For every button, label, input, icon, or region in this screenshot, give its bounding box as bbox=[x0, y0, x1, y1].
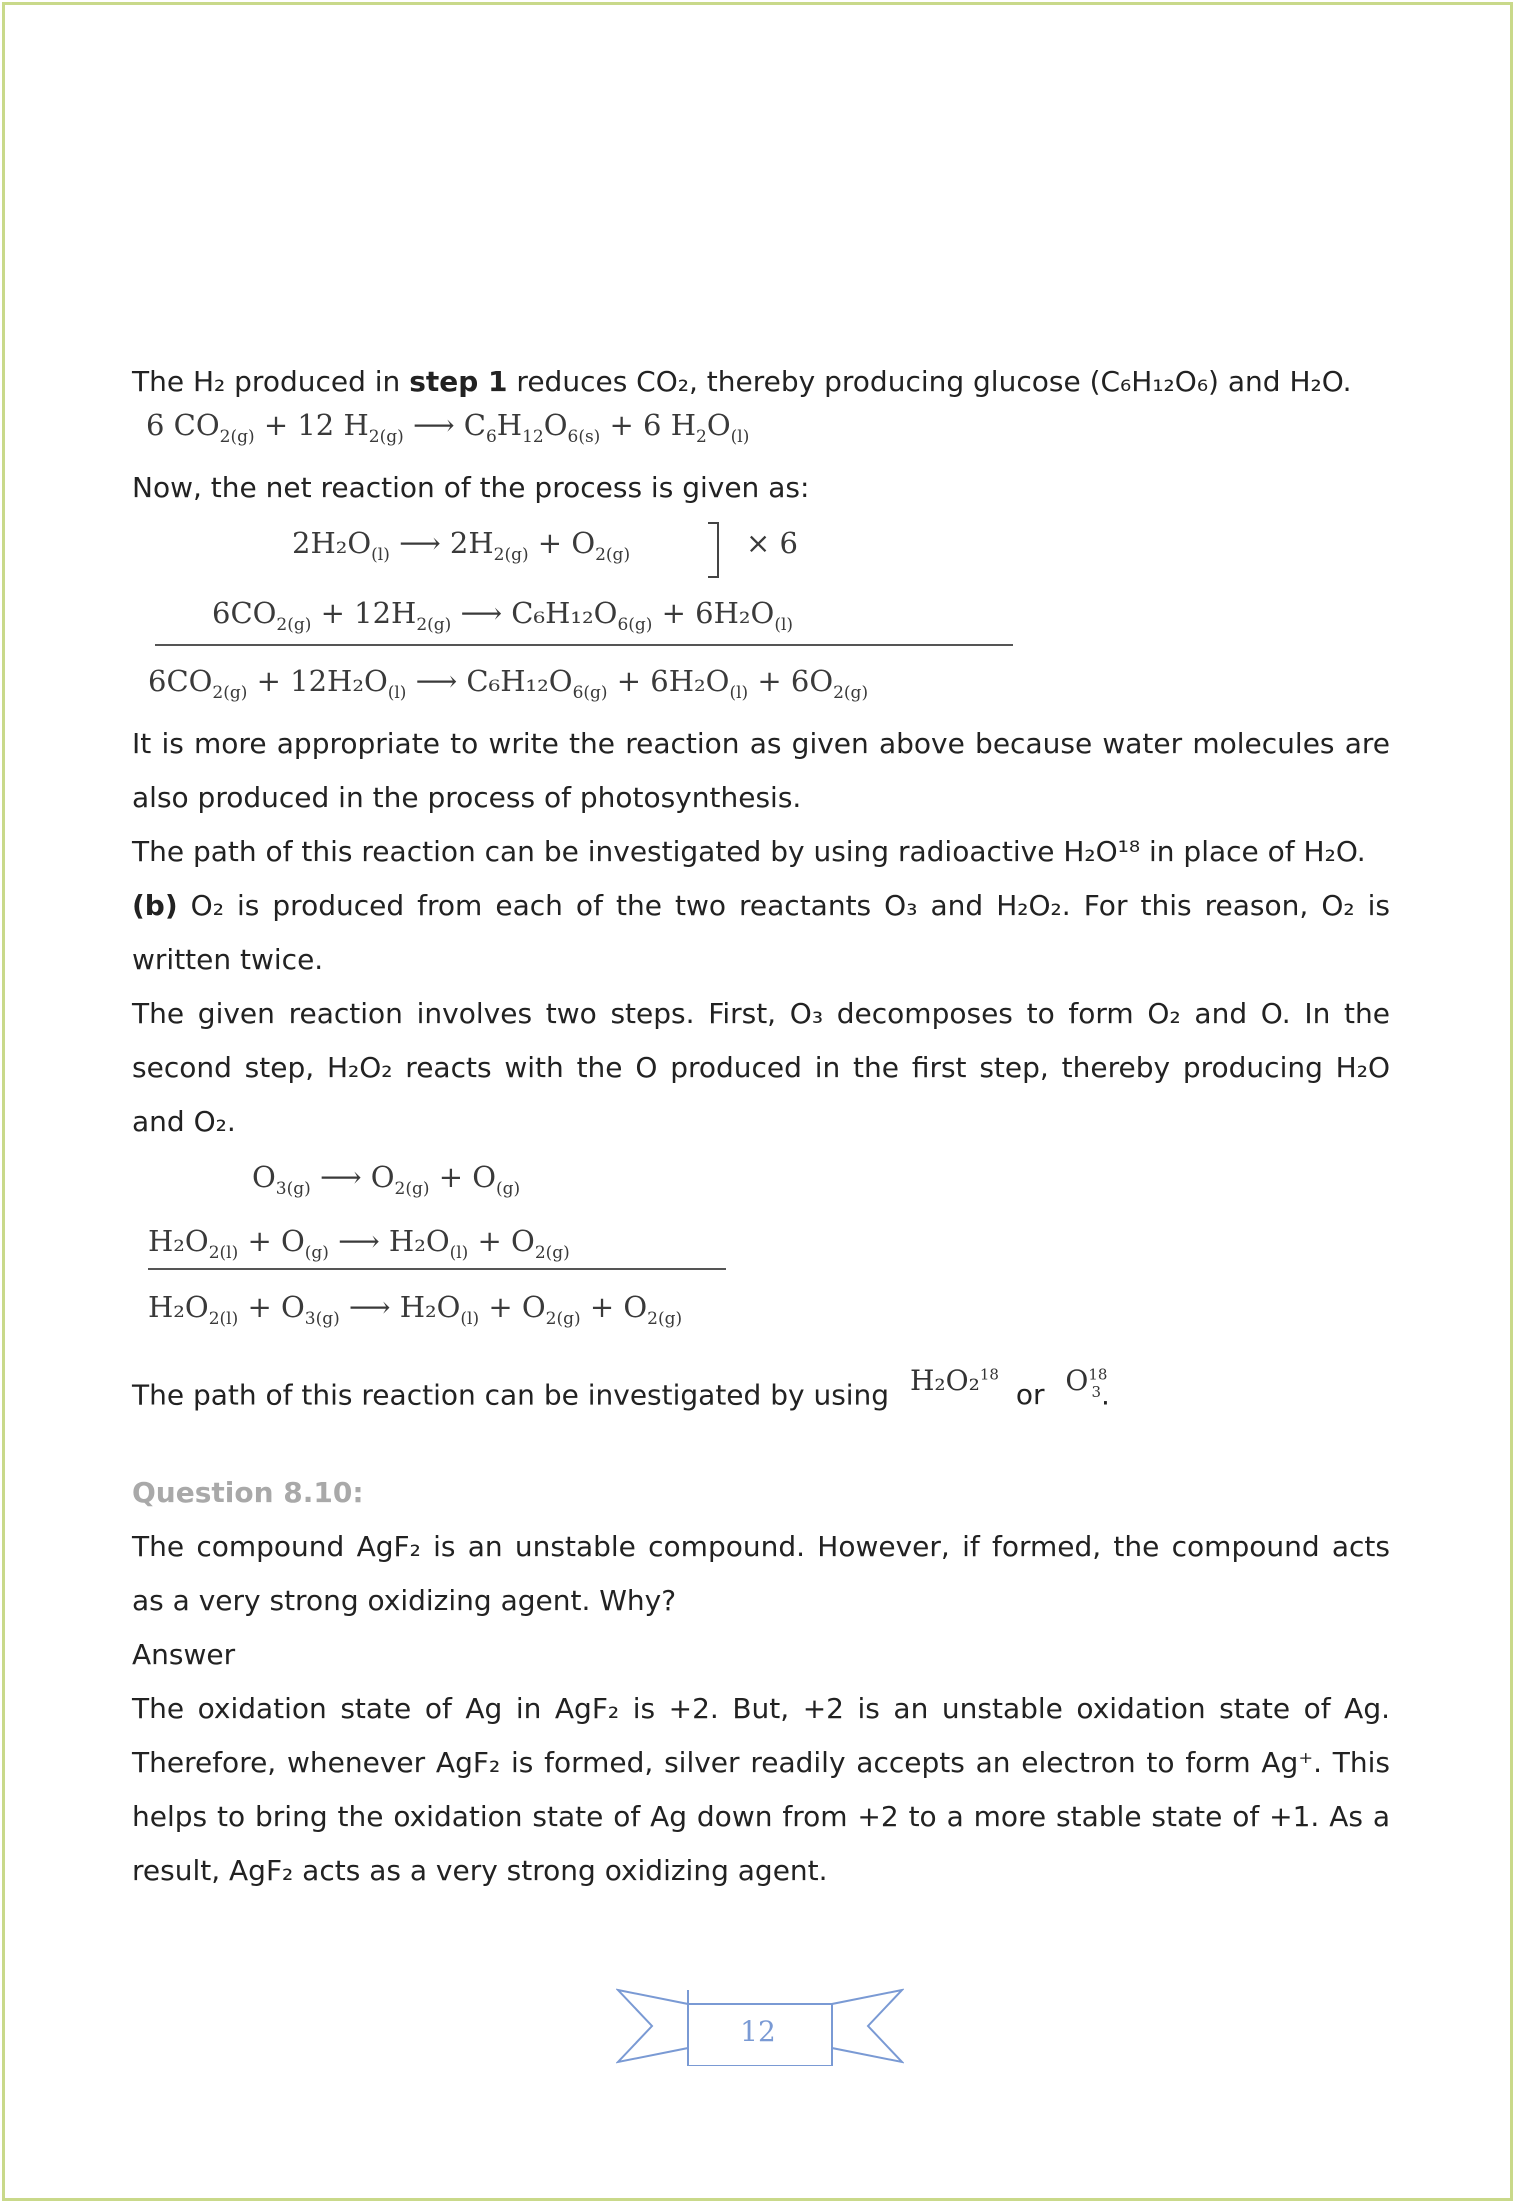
equation-glucose: 6 $CO_{2(g)} + 12$ $H_{2(g)}$ ⟶ $C_6H_{12}O_{6(s)} + 6$ $H_2O_{(l)}$ bbox=[146, 408, 750, 447]
paragraph-block-a bbox=[132, 717, 1390, 1149]
paragraph-two-steps: The given reaction involves two steps. First, O₃ decomposes to form O₂ and O. In the second step, H₂O₂ reacts with the O produced in the first step, thereby producing H₂O and O₂. bbox=[132, 997, 1390, 1138]
p1-text-c: reduces CO₂, thereby producing glucose (C₆H₁₂O₆) and H₂O. bbox=[507, 365, 1352, 398]
ozone-line-3: $H_2O_{2(l)} + O_{3(g)}$ ⟶ $H_2O_{(l)} + O_{2(g)} + O_{2(g)}$ bbox=[148, 1290, 683, 1329]
answer-text: The oxidation state of Ag in AgF₂ is +2. But, +2 is an unstable oxidation state of Ag. Therefore, whenever AgF₂ is formed, silver readily accepts an electron to form Ag⁺. This helps to bring the oxidation state of Ag down from +2 to a more stable state of +1. As a result, AgF₂ acts as a very strong oxidizing agent. bbox=[132, 1692, 1390, 1887]
net-multiplier: × 6 bbox=[746, 526, 798, 560]
paragraph-net-reaction: Now, the net reaction of the process is given as: bbox=[132, 471, 810, 504]
ozone-divider bbox=[148, 1268, 726, 1270]
paragraph-radioactive: The path of this reaction can be investigated by using radioactive H₂O¹⁸ in place of H₂O. bbox=[132, 835, 1366, 868]
question-heading: Question 8.10: bbox=[132, 1476, 364, 1509]
paragraph-isotope: The path of this reaction can be investigated by using H₂O₂$^{18}$ or $O^{18}_3$. bbox=[132, 1364, 1110, 1412]
net-divider bbox=[155, 644, 1013, 646]
question-text: The compound AgF₂ is an unstable compound. However, if formed, the compound acts as a very strong oxidizing agent. Why? bbox=[132, 1530, 1390, 1617]
p1-text-a: The H₂ produced in bbox=[132, 365, 410, 398]
net-line-3: $6CO_{2(g)} + 12H_2O_{(l)}$ ⟶ $C_6H_{12}O_{6(g)} + 6H_2O_{(l)} + 6O_{2(g)}$ bbox=[148, 664, 869, 703]
page-number: 12 bbox=[740, 2015, 776, 2048]
ozone-line-1: $O_{3(g)}$ ⟶ $O_{2(g)} + O_{(g)}$ bbox=[252, 1160, 521, 1199]
answer-label: Answer bbox=[132, 1638, 236, 1671]
net-line-2: $6CO_{2(g)} + 12H_{2(g)}$ ⟶ $C_6H_{12}O_{6(g)} + 6H_2O_{(l)}$ bbox=[212, 596, 794, 635]
paragraph-b-o2: (b) O₂ is produced from each of the two reactants O₃ and H₂O₂. For this reason, O₂ is written twice. bbox=[132, 889, 1390, 976]
paragraph-h2-step1 bbox=[132, 355, 1390, 409]
formula-o3-18: $O^{18}_3$ bbox=[1065, 1364, 1108, 1401]
formula-h2o2-18: H₂O₂$^{18}$ bbox=[910, 1364, 999, 1398]
net-line-1: $2H_2O_{(l)}$ ⟶ $2H_{2(g)} + O_{2(g)}$ bbox=[292, 526, 631, 565]
net-bracket bbox=[708, 522, 719, 578]
p1-bold-step: step 1 bbox=[409, 365, 508, 398]
paragraph-water-molecules: It is more appropriate to write the reaction as given above because water molecules are also produced in the process of photosynthesis. bbox=[132, 727, 1390, 814]
ozone-line-2: $H_2O_{2(l)} + O_{(g)}$ ⟶ $H_2O_{(l)} + O_{2(g)}$ bbox=[148, 1224, 570, 1263]
question-block bbox=[132, 1466, 1390, 1898]
